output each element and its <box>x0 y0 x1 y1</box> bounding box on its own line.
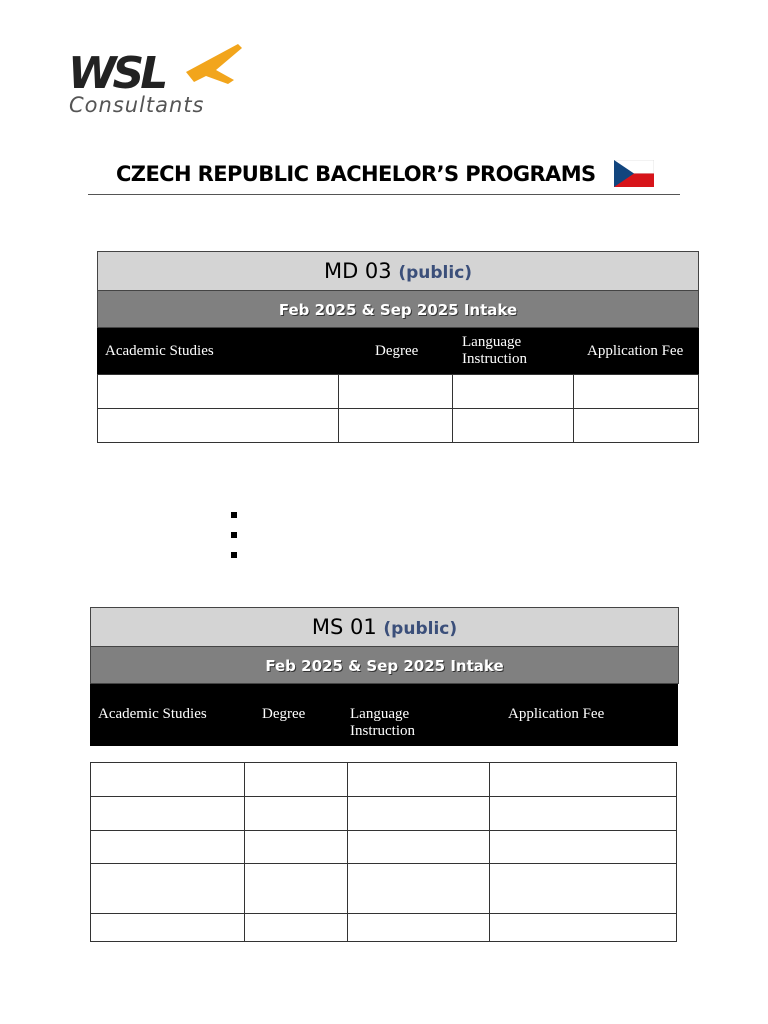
section-type: (public) <box>383 619 458 639</box>
header-degree: Degree <box>262 706 306 722</box>
bullet-icon <box>231 512 237 518</box>
svg-text:Consultants: Consultants <box>69 93 205 117</box>
table-row <box>91 914 677 942</box>
table-row <box>91 797 677 831</box>
program-table-md03 <box>97 374 699 443</box>
table-header-md03 <box>97 328 699 375</box>
header-academic-studies: Academic Studies <box>98 706 207 722</box>
bullet-list <box>231 512 237 572</box>
header-application-fee: Application Fee <box>587 343 684 359</box>
table-row <box>91 831 677 864</box>
intake-bar-md03: Feb 2025 & Sep 2025 Intake <box>97 290 699 328</box>
table-row <box>98 375 699 409</box>
wsl-consultants-logo <box>66 40 246 120</box>
section-type: (public) <box>398 263 473 283</box>
header-academic-studies: Academic Studies <box>105 343 214 359</box>
title-underline <box>88 194 680 195</box>
page-title: CZECH REPUBLIC BACHELOR’S PROGRAMS <box>116 162 596 186</box>
table-row <box>98 409 699 443</box>
section-code: MS 01 <box>311 615 377 639</box>
section-title-ms01 <box>90 607 679 647</box>
czech-flag-icon <box>614 160 654 187</box>
header-degree: Degree <box>375 343 419 359</box>
intake-bar-ms01: Feb 2025 & Sep 2025 Intake <box>90 646 679 684</box>
bullet-icon <box>231 552 237 558</box>
bullet-icon <box>231 532 237 538</box>
section-title-md03 <box>97 251 699 291</box>
section-code: MD 03 <box>323 259 392 283</box>
table-header-ms01 <box>90 684 678 746</box>
svg-text:WSL: WSL <box>68 48 165 99</box>
header-language-instruction: Language Instruction <box>350 706 415 739</box>
header-application-fee: Application Fee <box>508 706 605 722</box>
table-row <box>91 763 677 797</box>
program-table-ms01 <box>90 762 677 942</box>
header-language-instruction: Language Instruction <box>462 334 527 367</box>
table-row <box>91 864 677 914</box>
